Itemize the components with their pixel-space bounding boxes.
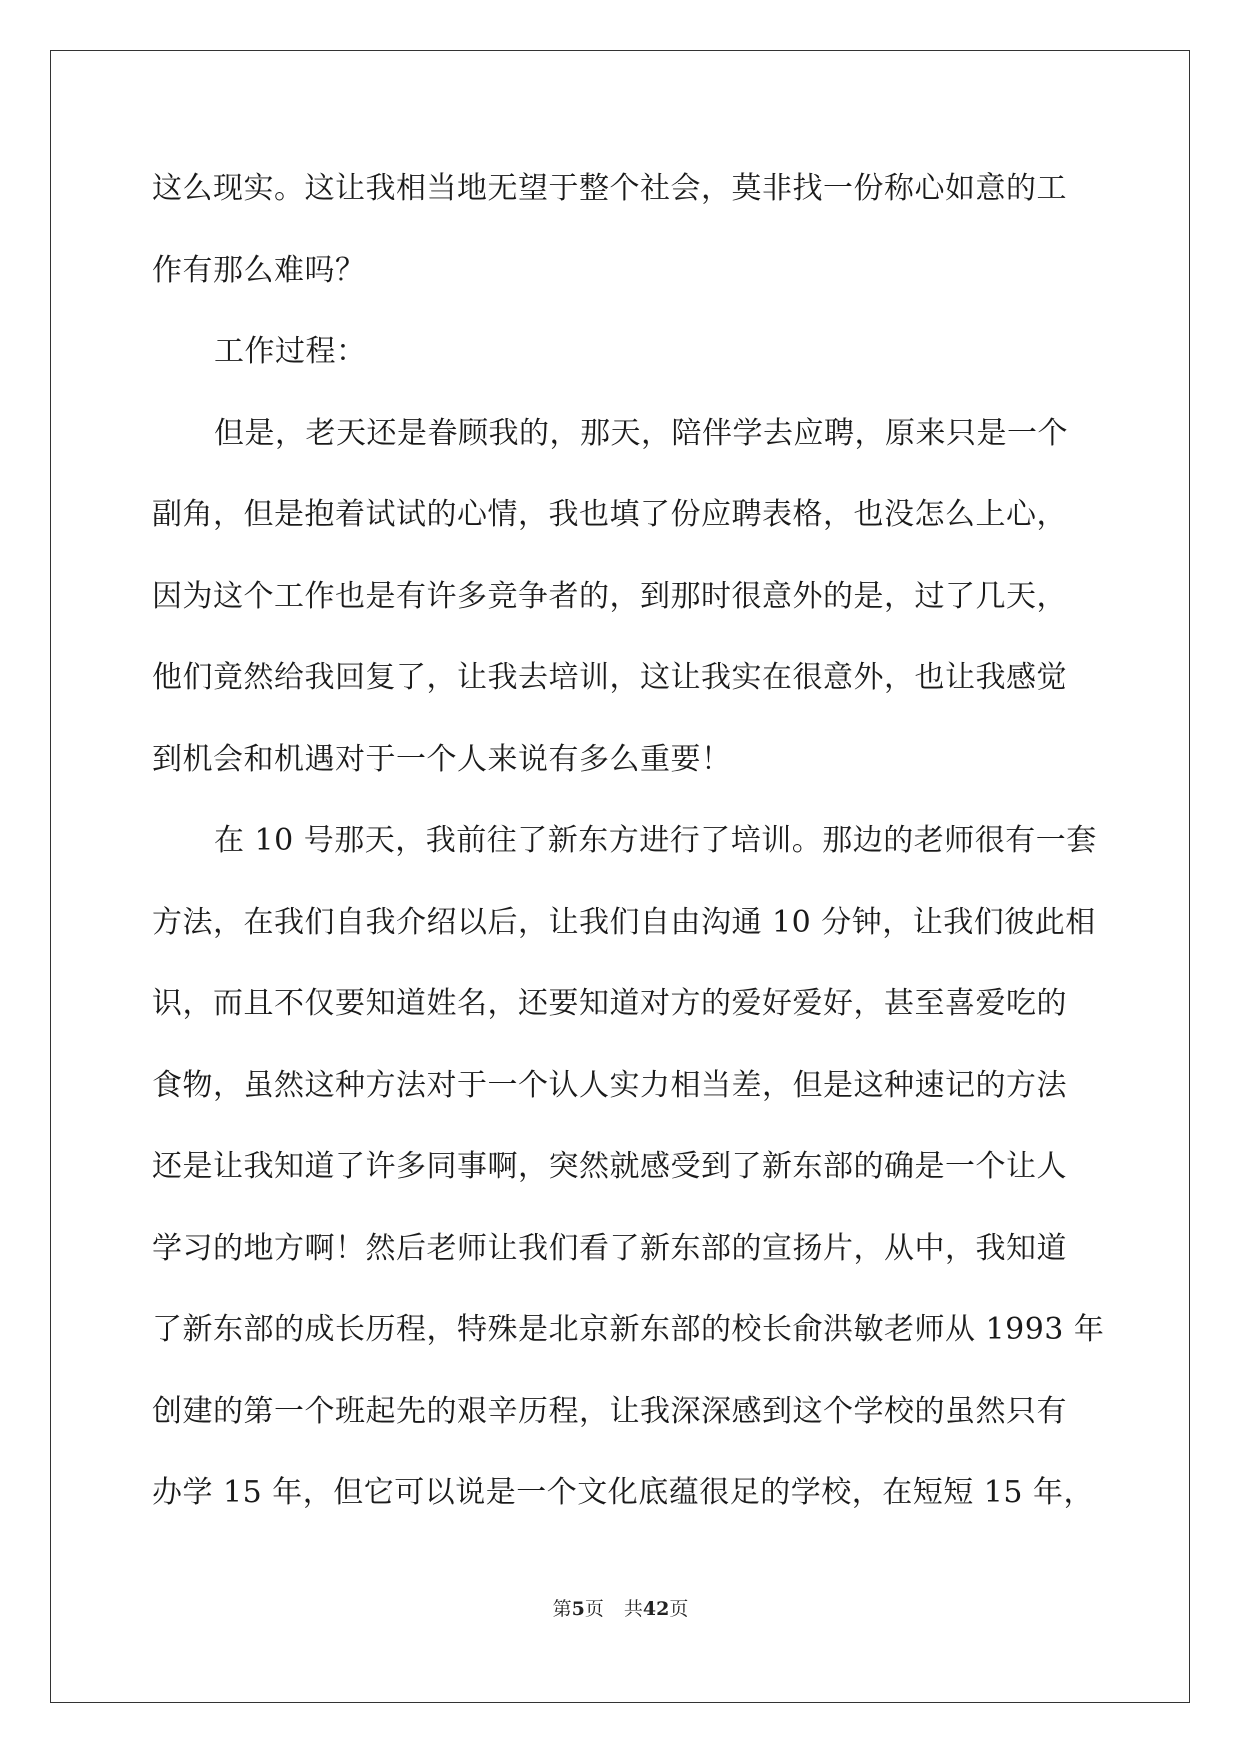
- page-footer: [0, 1597, 1241, 1621]
- text-line: 但是，老天还是眷顾我的，那天，陪伴学去应聘，原来只是一个: [214, 415, 1068, 451]
- text-line: 到机会和机遇对于一个人来说有多么重要！: [152, 741, 732, 777]
- text-line: 因为这个工作也是有许多竞争者的，到那时很意外的是，过了几天，: [152, 578, 1067, 614]
- text-line: 食物，虽然这种方法对于一个认人实力相当差，但是这种速记的方法: [152, 1067, 1067, 1103]
- text-line: 识，而且不仅要知道姓名，还要知道对方的爱好爱好，甚至喜爱吃的: [152, 986, 1067, 1021]
- text-line: 还是让我知道了许多同事啊，突然就感受到了新东部的确是一个让人: [152, 1149, 1067, 1184]
- text-line: 他们竟然给我回复了，让我去培训，这让我实在很意外，也让我感觉: [152, 660, 1067, 695]
- text-line: 办学 15 年，但它可以说是一个文化底蕴很足的学校，在短短 15 年，: [152, 1475, 1094, 1510]
- text-line: 了新东部的成长历程，特殊是北京新东部的校长俞洪敏老师从 1993 年: [152, 1312, 1105, 1347]
- text-line: 学习的地方啊！然后老师让我们看了新东部的宣扬片，从中，我知道: [152, 1230, 1067, 1266]
- text-line: 作有那么难吗？: [152, 252, 366, 288]
- document-body: [152, 157, 1105, 1543]
- section-heading: 工作过程：: [214, 334, 367, 369]
- total-prefix: 共: [623, 1598, 643, 1620]
- page-suffix: 页: [584, 1598, 604, 1620]
- page-prefix: 第: [552, 1598, 572, 1620]
- text-line: 方法，在我们自我介绍以后，让我们自由沟通 10 分钟，让我们彼此相: [152, 904, 1096, 940]
- text-line: 创建的第一个班起先的艰辛历程，让我深深感到这个学校的虽然只有: [152, 1393, 1067, 1429]
- text-line: 这么现实。这让我相当地无望于整个社会，莫非找一份称心如意的工: [152, 171, 1067, 206]
- text-line: 在 10 号那天，我前往了新东方进行了培训。那边的老师很有一套: [214, 823, 1097, 858]
- text-line: 副角，但是抱着试试的心情，我也填了份应聘表格，也没怎么上心，: [152, 497, 1067, 532]
- page-number: 5: [571, 1598, 585, 1620]
- total-pages: 42: [642, 1598, 670, 1620]
- total-suffix: 页: [669, 1598, 689, 1620]
